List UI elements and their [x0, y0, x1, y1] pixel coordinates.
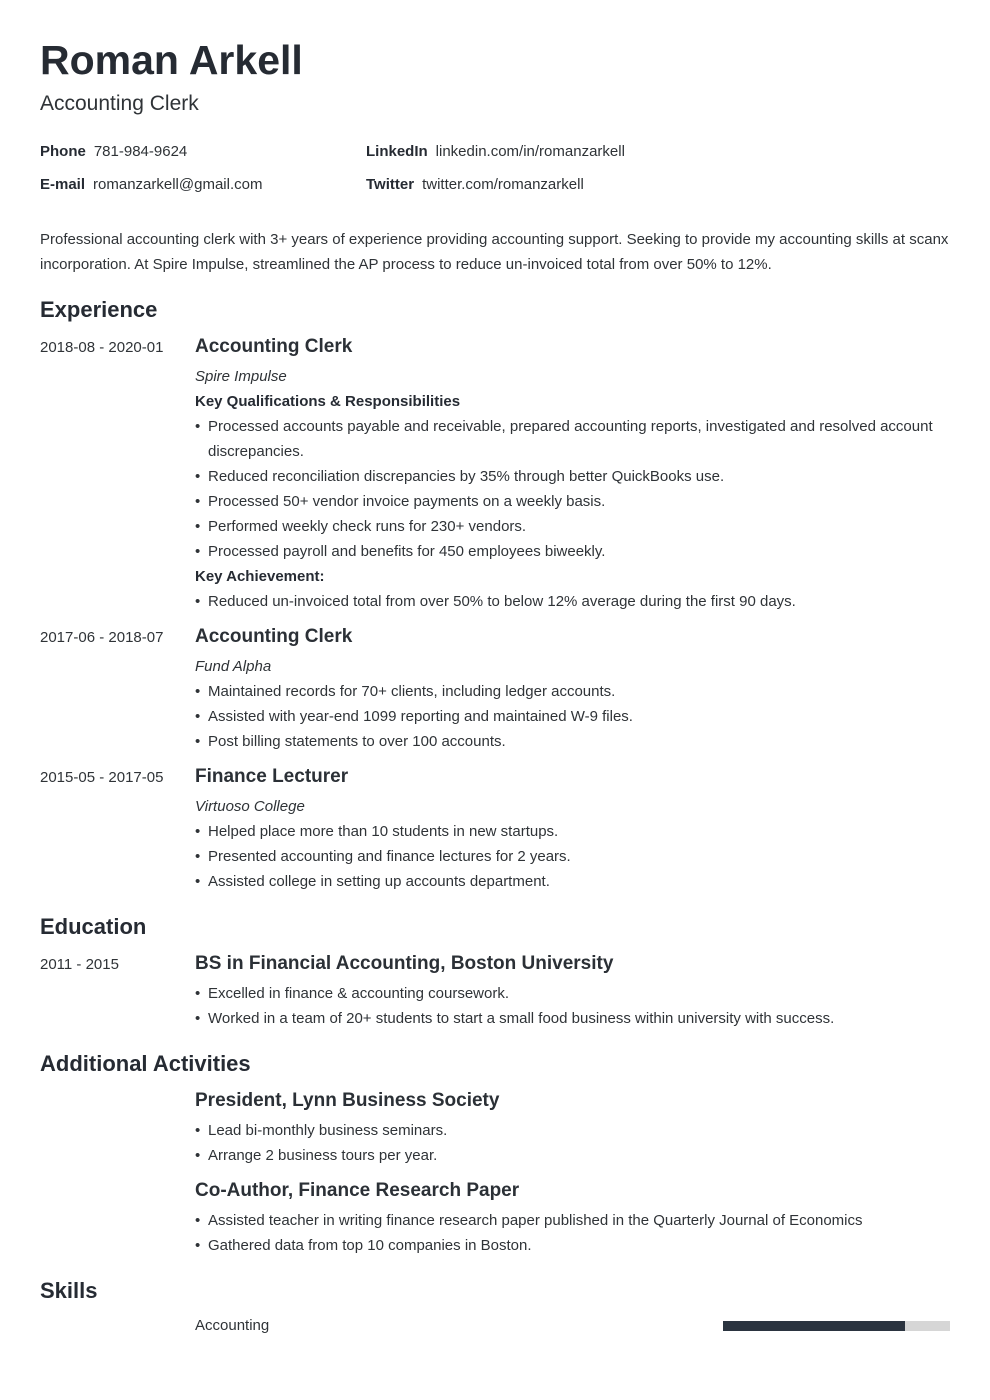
list-item: [195, 679, 950, 704]
list-item-text: Helped place more than 10 students in new startups.: [208, 823, 559, 840]
bullet-icon: •: [195, 1147, 201, 1164]
bullet-icon: •: [195, 468, 201, 485]
bullet-list: [195, 414, 950, 564]
entry-dates: 2015-05 - 2017-05: [40, 769, 164, 786]
bullet-list: [195, 589, 950, 614]
bullet-icon: •: [195, 518, 201, 535]
contact-email-value: romanzarkell@gmail.com: [93, 176, 263, 193]
skill-level-fill: [723, 1321, 905, 1331]
list-item-text: Presented accounting and finance lectures for 2 years.: [208, 848, 571, 865]
entry-subheading: Key Achievement:: [195, 568, 325, 585]
list-item-text: Assisted with year-end 1099 reporting and maintained W-9 files.: [208, 708, 633, 725]
list-item-text: Processed payroll and benefits for 450 employees biweekly.: [208, 543, 606, 560]
candidate-title: Accounting Clerk: [40, 92, 199, 115]
contact-email-label: E-mail: [40, 176, 86, 193]
list-item-text: Performed weekly check runs for 230+ vendors.: [208, 518, 527, 535]
bullet-icon: •: [195, 733, 201, 750]
list-item: [195, 414, 950, 464]
bullet-icon: •: [195, 593, 201, 610]
skill-level-bar: [723, 1321, 950, 1331]
list-item-text: Worked in a team of 20+ students to start a small food business within university with success.: [208, 1010, 835, 1027]
entry-company: Fund Alpha: [195, 658, 272, 675]
list-item-text: Assisted college in setting up accounts department.: [208, 873, 550, 890]
bullet-list: [195, 981, 950, 1031]
list-item: [195, 1208, 950, 1233]
activity-title: President, Lynn Business Society: [195, 1090, 500, 1111]
list-item-text: Maintained records for 70+ clients, including ledger accounts.: [208, 683, 616, 700]
list-item-text: Processed 50+ vendor invoice payments on a weekly basis.: [208, 493, 606, 510]
bullet-icon: •: [195, 1122, 201, 1139]
entry-dates: 2017-06 - 2018-07: [40, 629, 164, 646]
bullet-icon: •: [195, 543, 201, 560]
list-item-text: Arrange 2 business tours per year.: [208, 1147, 438, 1164]
list-item: [195, 514, 950, 539]
bullet-icon: •: [195, 493, 201, 510]
list-item: [195, 464, 950, 489]
list-item: [195, 1006, 950, 1031]
contact-phone-value: 781-984-9624: [93, 143, 188, 160]
list-item: [195, 589, 950, 614]
bullet-icon: •: [195, 848, 201, 865]
entry-degree: BS in Financial Accounting, Boston University: [195, 953, 614, 974]
list-item-text: Assisted teacher in writing finance research paper published in the Quarterly Journal of Economics: [208, 1212, 863, 1229]
list-item-text: Gathered data from top 10 companies in Boston.: [208, 1237, 532, 1254]
activities-heading: Additional Activities: [40, 1051, 251, 1076]
list-item-text: Reduced reconciliation discrepancies by 35% through better QuickBooks use.: [208, 468, 725, 485]
entry-subheading: Key Qualifications & Responsibilities: [195, 393, 461, 410]
contact-linkedin: [366, 142, 625, 162]
list-item: [195, 981, 950, 1006]
bullet-icon: •: [195, 683, 201, 700]
list-item: [195, 704, 950, 729]
contact-twitter: [366, 175, 584, 195]
list-item-text: Processed accounts payable and receivable, prepared accounting reports, investigated and resolved account discrepancies.: [208, 418, 933, 460]
list-item: [195, 1118, 950, 1143]
bullet-icon: •: [195, 873, 201, 890]
bullet-icon: •: [195, 708, 201, 725]
entry-company: Virtuoso College: [195, 798, 305, 815]
bullet-icon: •: [195, 1237, 201, 1254]
contact-phone: [40, 142, 187, 162]
education-heading: Education: [40, 914, 147, 939]
list-item: [195, 489, 950, 514]
bullet-list: [195, 1118, 950, 1168]
experience-heading: Experience: [40, 297, 158, 322]
list-item-text: Reduced un-invoiced total from over 50% to below 12% average during the first 90 days.: [208, 593, 796, 610]
entry-company: Spire Impulse: [195, 368, 287, 385]
contact-email: [40, 175, 262, 195]
entry-role: Finance Lecturer: [195, 766, 349, 787]
contact-twitter-label: Twitter: [366, 176, 415, 193]
bullet-icon: •: [195, 1010, 201, 1027]
contact-linkedin-value: linkedin.com/in/romanzarkell: [435, 143, 625, 160]
skill-name: Accounting: [195, 1317, 270, 1334]
summary-paragraph: Professional accounting clerk with 3+ years of experience providing accounting support. Seeking to provide my accounting skills at scanx incorporation. At Spire Impulse, streamlined the AP process to reduce un-invoiced total from over 50% to 12%.: [40, 231, 949, 273]
bullet-icon: •: [195, 418, 201, 435]
skills-heading: Skills: [40, 1278, 98, 1303]
list-item-text: Post billing statements to over 100 accounts.: [208, 733, 506, 750]
bullet-list: [195, 819, 950, 894]
list-item: [195, 539, 950, 564]
entry-role: Accounting Clerk: [195, 336, 353, 357]
candidate-name: Roman Arkell: [40, 37, 303, 83]
bullet-icon: •: [195, 823, 201, 840]
bullet-icon: •: [195, 985, 201, 1002]
activity-title: Co-Author, Finance Research Paper: [195, 1180, 520, 1201]
list-item: [195, 1233, 950, 1258]
list-item: [195, 729, 950, 754]
list-item-text: Lead bi-monthly business seminars.: [208, 1122, 448, 1139]
list-item: [195, 869, 950, 894]
list-item: [195, 819, 950, 844]
entry-dates: 2018-08 - 2020-01: [40, 339, 164, 356]
bullet-list: [195, 1208, 950, 1258]
bullet-icon: •: [195, 1212, 201, 1229]
list-item: [195, 844, 950, 869]
entry-dates: 2011 - 2015: [40, 956, 119, 973]
list-item: [195, 1143, 950, 1168]
contact-linkedin-label: LinkedIn: [366, 143, 428, 160]
bullet-list: [195, 679, 950, 754]
entry-role: Accounting Clerk: [195, 626, 353, 647]
contact-twitter-value: twitter.com/romanzarkell: [422, 176, 584, 193]
list-item-text: Excelled in finance & accounting coursework.: [208, 985, 509, 1002]
contact-phone-label: Phone: [40, 143, 86, 160]
